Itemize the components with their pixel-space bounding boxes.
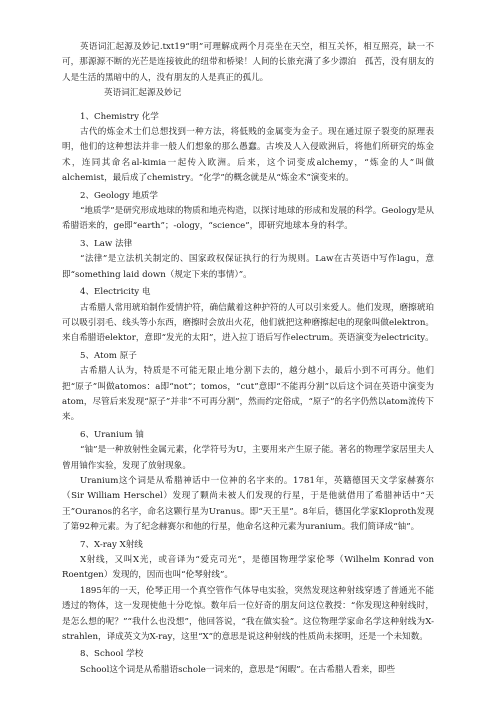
section-heading-atom: 5、Atom 原子 bbox=[80, 350, 137, 361]
document-title: 英语词汇起源及妙记 bbox=[104, 88, 182, 99]
section-text-school: School这个词是从希腊语schole一词来的，意思是“闲暇”。在古希腊人看来，即些 bbox=[80, 664, 396, 675]
section-heading-chemistry: 1、Chemistry 化学 bbox=[80, 111, 159, 122]
section-heading-school: 8、School 学校 bbox=[80, 649, 144, 660]
section-heading-geology: 2、Geology 地质学 bbox=[80, 190, 158, 201]
section-heading-xray: 7、X-ray X射线 bbox=[80, 539, 143, 550]
section-text-xray-1: X射线，又叫X光，或音译为“爱克司光”，是德国物理学家伦琴（Wilhelm Konrad von Roentgen）发现的，因而也叫“伦琴射线”。 bbox=[62, 555, 434, 581]
section-heading-electricity: 4、Electricity 电 bbox=[80, 287, 151, 298]
section-text-xray-2: 1895年的一天，伦琴正用一个真空管作气体导电实验，突然发现这种射线穿透了普通光不能透过的物体，这一发现使他十分吃惊。数年后一位好奇的朋友问这位教授：“你发现这种射线时，是怎么想的呢？”“我什么也没想”，他回答说，“我在做实验”。这位物理学家命名学这种射线为X-strahlen，译成英文为X-ray，这里“X”的意思是说这种射线的性质尚未探明，还是一个未知数。 bbox=[62, 585, 434, 643]
section-heading-law: 3、Law 法律 bbox=[80, 238, 133, 249]
section-text-geology: “地质学”是研究形成地球的物质和地壳构造，以探讨地球的形成和发展的科学。Geology是从希腊语来的，ge即“earth”；-ology，“science”，即研究地球本身的科学。 bbox=[62, 206, 434, 232]
section-text-chemistry: 古代的炼金术士们总想找到一种方法，将低贱的金属变为金子。现在通过原子裂变的原理表明，他们的这种想法并非一般人们想象的那么愚蠢。古埃及人入侵欧洲后，将他们所研究的炼金术，连同其命名al-kimia一起传入欧洲。后来，这个词变成alchemy，“炼金的人”叫做alchemist，最后成了chemistry。“化学”的概念就是从“炼金术”演变来的。 bbox=[62, 127, 434, 184]
section-text-uranium-1: “铀”是一种放射性金属元素，化学符号为U，主要用来产生原子能。著名的物理学家居里夫人曾用铀作实验，发现了放射现象。 bbox=[62, 445, 434, 471]
intro-paragraph: 英语词汇起源及妙记.txt19“明”可理解成两个月亮坐在天空，相互关怀，相互照亮，缺一不可，那源源不断的光芒是连接彼此的纽带和桥梁！人间的长旅充满了多少漂泊 孤苦，没有朋友的人是生活的黑暗中的人，没有朋友的人是真正的孤儿。 bbox=[62, 42, 434, 83]
spacer bbox=[62, 102, 434, 108]
section-text-law: “法律”是立法机关制定的、国家政权保证执行的行为规则。Law在古英语中写作lagu，意即“something laid down（规定下来的事情）”。 bbox=[62, 254, 434, 280]
section-text-electricity: 古希腊人常用琥珀制作爱情护符，确信戴着这种护符的人可以引来爱人。他们发现，磨擦琥珀可以吸引羽毛、线头等小东西，磨擦时会放出火花，他们就把这种磨擦起电的现象叫做elektron。来自希腊语elektor，意即“发光的太阳”，进入拉丁语后写作electrum。英语演变为electricity。 bbox=[62, 302, 434, 344]
section-text-atom: 古希腊人认为，特质是不可能无限止地分割下去的，越分越小，最后小到不可再分。他们把“原子”叫做atomos：a即“not”；tomos，“cut”意即“不能再分割”以后这个词在英语中演变为atom，尽管后来发现“原子”并非“不可再分割”，然而约定俗成，“原子”的名字仍然以atom流传下来。 bbox=[62, 366, 434, 423]
section-text-uranium-2: Uranium这个词是从希腊神话中一位神的名字来的。1781年，英籍德国天文学家赫赛尔（Sir William Herschel）发现了颗尚未被人们发现的行星，于是他就借用了希腊神话中“天王”Ouranos的名字，命名这颗行星为Uranus。即“天王星”。8年后，德国化学家Kloproth发现了第92种元素。为了纪念赫赛尔和他的行星，他命名这种元素为uranium。我们简译成“铀”。 bbox=[62, 475, 434, 533]
section-heading-uranium: 6、Uranium 铀 bbox=[80, 429, 144, 440]
